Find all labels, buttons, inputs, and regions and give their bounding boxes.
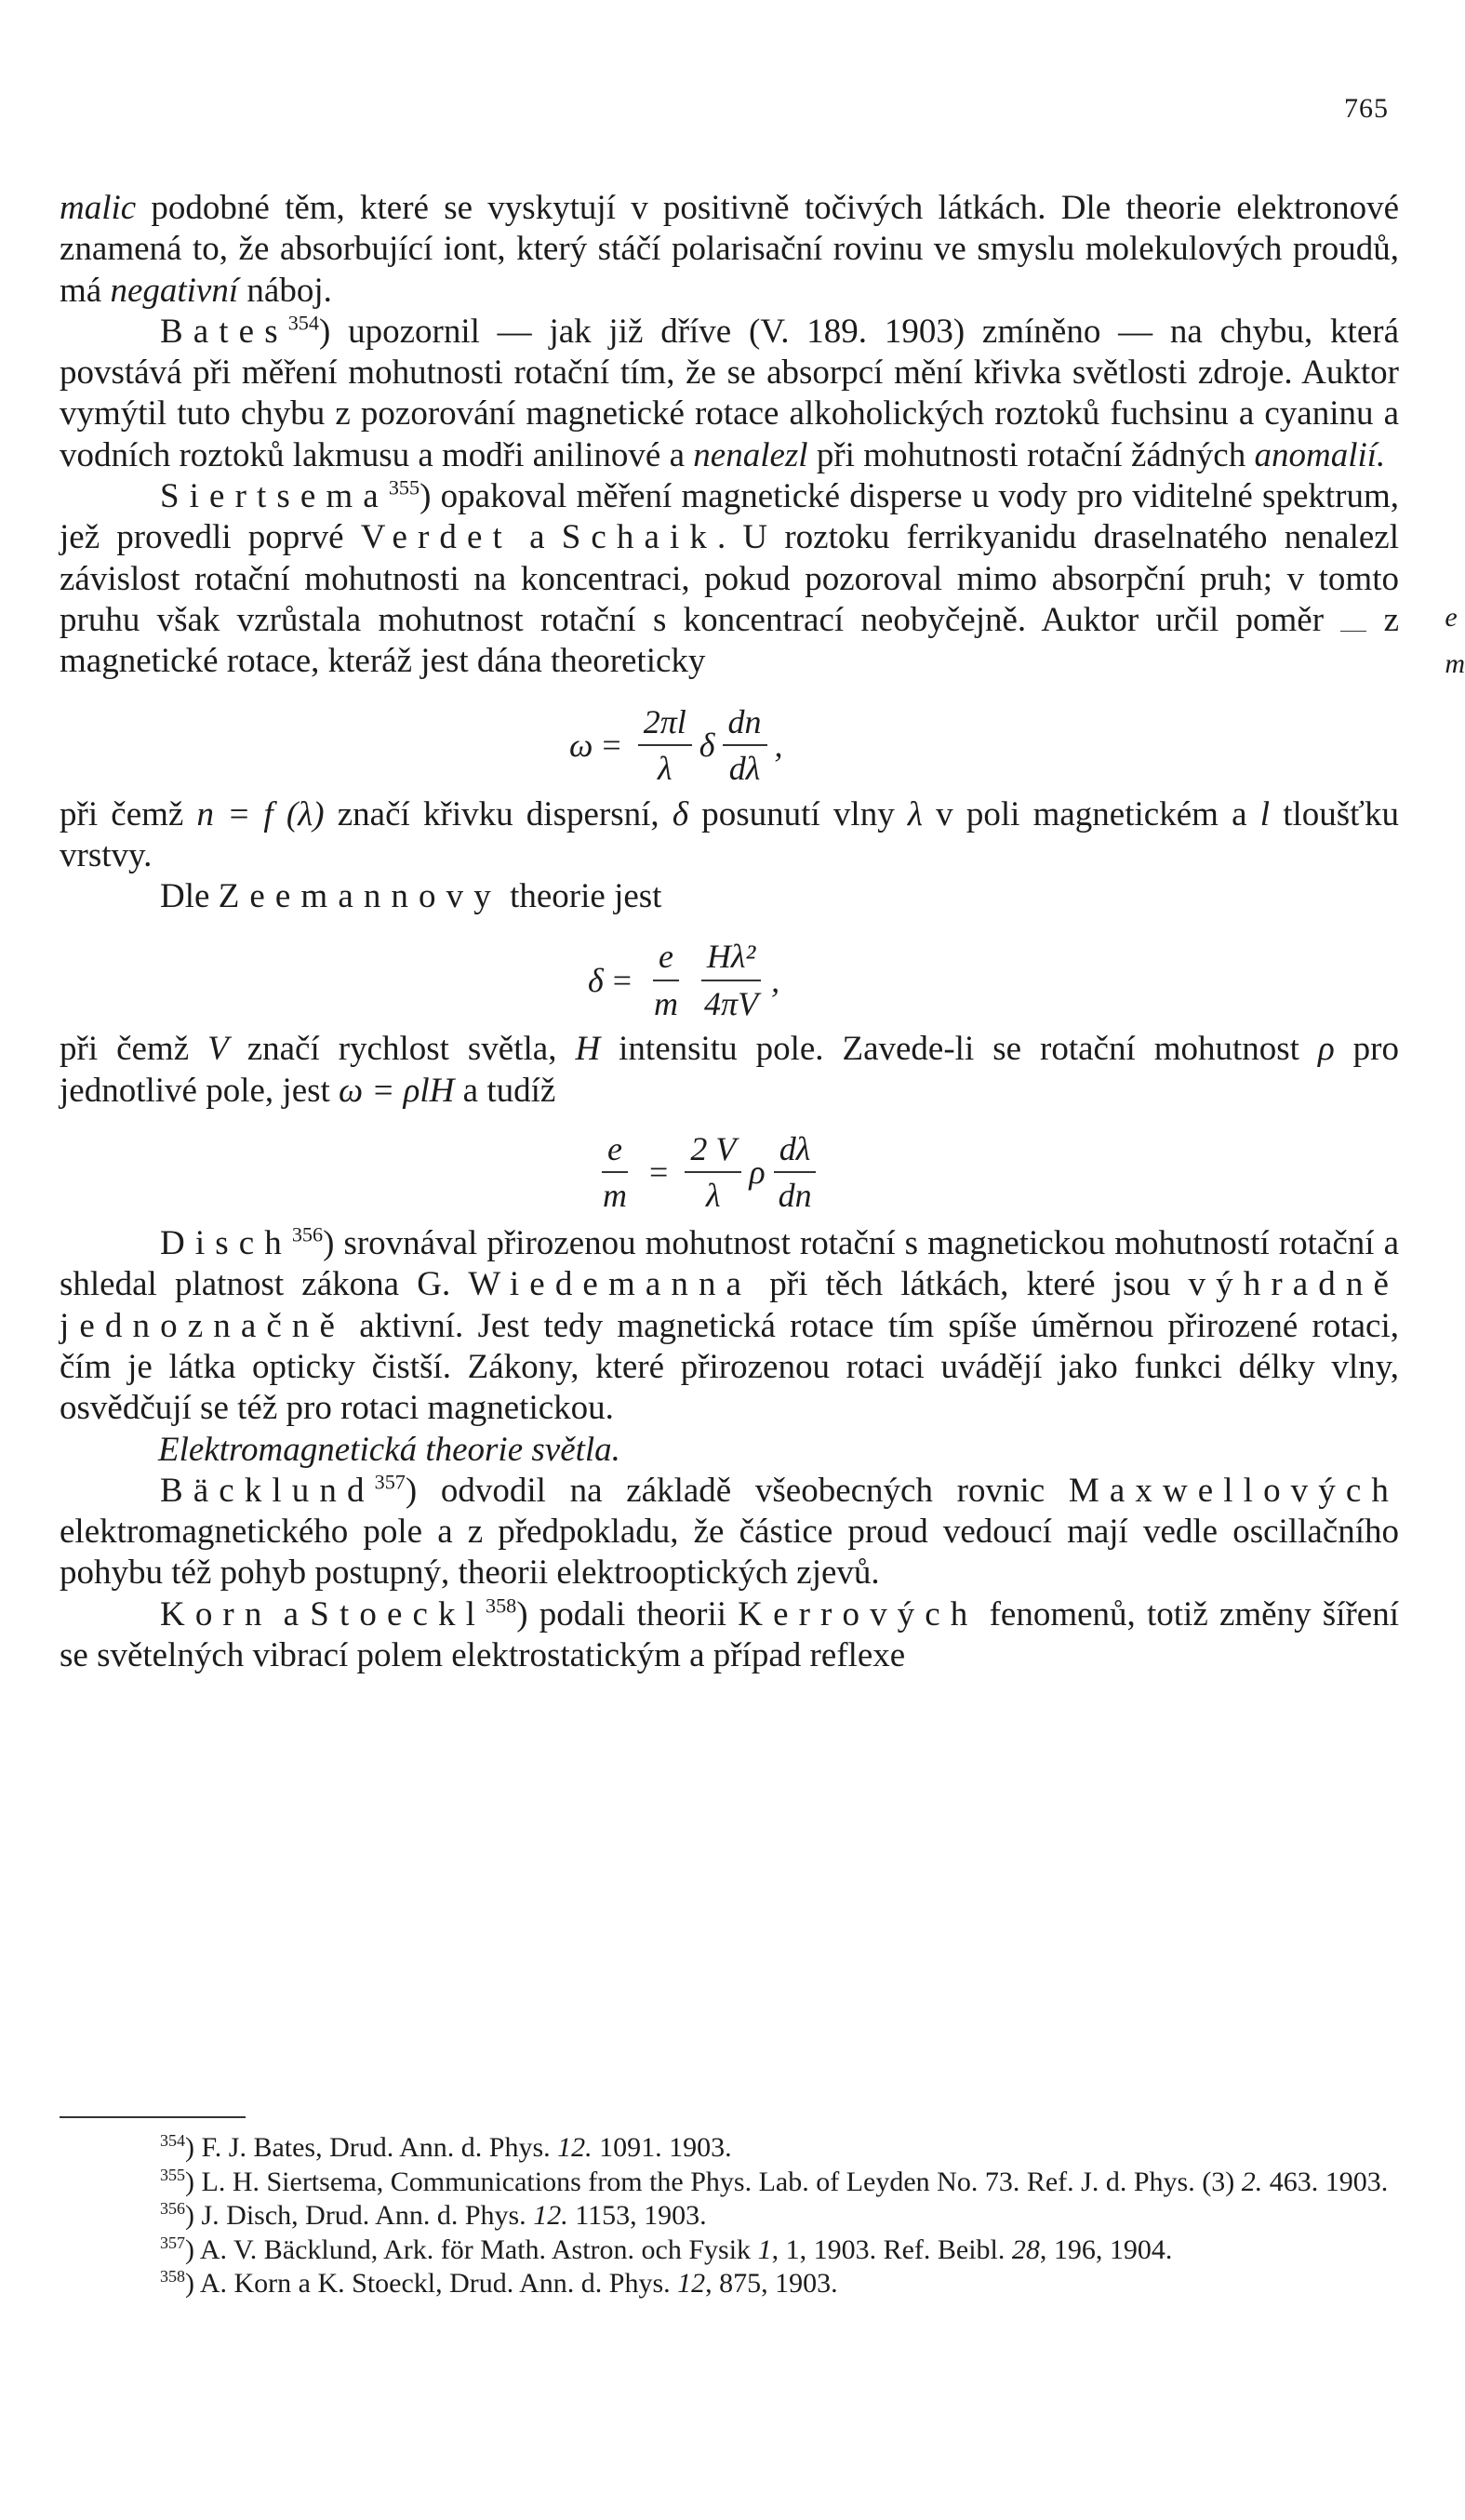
paragraph-backlund: Bäcklund$^{357}$) odvodil na základě všeobecných rovnic Maxwellových elektromagnetického pole a z předpokladu, že částice proud vedoucí mají vedle oscillačního pohybu též pohyb postupný, theorii elektrooptických zjevů. xyxy=(60,1470,1399,1593)
footnote-ref: 358 xyxy=(485,1593,517,1618)
footnote-ref: 356 xyxy=(291,1222,324,1247)
footnote-divider xyxy=(60,2116,246,2118)
paragraph-4: při čemž n = f (λ) značí křivku dispersní, δ posunutí vlny λ v poli magnetickém a l tloušťku vrstvy. xyxy=(60,794,1399,874)
author-name: Korn xyxy=(160,1594,273,1633)
paragraph-disch: Disch$^{356}$) srovnával přirozenou mohutnost rotační s magnetickou mohutností rotační a shledal platnost zákona G. Wiedemanna při těch látkách, které jsou výhradně jednoznačně aktivní. Jest tedy magnetická rotace tím spíše úměrnou přirozené rotaci, čím je látka opticky čistší. Zákony, které přirozenou rotaci uvádějí jako funkci délky vlny, osvědčují se též pro rotaci magnetickou. xyxy=(60,1222,1400,1428)
page-number: 765 xyxy=(1344,93,1389,124)
author-name: Siertsema xyxy=(160,477,389,516)
footnote: $^{358}$) A. Korn a K. Stoeckl, Drud. Ann. d. Phys. 12, 875, 1903. xyxy=(160,2267,838,2300)
formula-e-over-m: $\frac{e}{m}$ = $\frac{2 V}{\lambda}$ ρ $\frac{d\lambda}{dn}$ xyxy=(60,1112,1399,1223)
author-name: Disch xyxy=(160,1224,292,1263)
footnote-ref: 355 xyxy=(388,475,420,500)
paragraph-1: malic podobné těm, které se vyskytují v positivně točivých látkách. Dle theorie elektronové znamená to, že absorbující iont, který stáčí polarisační rovinu ve smyslu molekulových proudů, má negativní náboj. xyxy=(60,189,1399,310)
paragraph-siertsema: Siertsema$^{355}$) opakoval měření magnetické disperse u vody pro viditelné spektrum, jež provedli poprvé Verdet a Schaik. U roztoku ferrikyanidu draselnatého nenalezl závislost rotační mohutnosti na koncentraci, pokud pozoroval mimo absorpční pruh; v tomto pruhu však vzrůstala mohutnost rotační s koncentrací neobyčejně. Auktor určil poměr $\frac{e}{m}$ z magnetické rotace, kteráž jest dána theoreticky xyxy=(60,475,1465,681)
paragraph-korn: Korn a Stoeckl$^{358}$) podali theorii Kerrových fenomenů, totiž změny šíření se světelných vibrací polem elektrostatickým a případ reflexe xyxy=(60,1593,1399,1675)
footnote-ref: 354 xyxy=(287,311,319,335)
formula-omega: ω = $\frac{2\pi l}{\lambda}$ δ $\frac{dn}{d\lambda}$ , xyxy=(569,702,783,787)
paragraph-zeemann: Dle Zeemannovy theorie jest xyxy=(160,877,662,916)
footnote: $^{356}$) J. Disch, Drud. Ann. d. Phys. 12. 1153, 1903. xyxy=(160,2199,707,2232)
section-heading: Elektromagnetická theorie světla. xyxy=(158,1430,620,1469)
footnote-ref: 357 xyxy=(374,1470,406,1494)
author-name: Bäcklund xyxy=(160,1471,375,1510)
author-name: Bates xyxy=(160,312,288,351)
formula-delta: δ = $\frac{e}{m}$ $\frac{\text{Hλ²}}{4\pi V}$ , xyxy=(588,938,780,1022)
footnote: $^{354}$) F. J. Bates, Drud. Ann. d. Phys. 12. 1091. 1903. xyxy=(160,2131,732,2163)
footnote: $^{357}$) A. V. Bäcklund, Ark. för Math. Astron. och Fysik 1, 1, 1903. Ref. Beibl. 28, 196, 1904. xyxy=(160,2233,1173,2265)
paragraph-6: při čemž V značí rychlost světla, H intensitu pole. Zavede-li se rotační mohutnost ρ pro jednotlivé pole, jest ω = ρlH a tudíž xyxy=(60,1030,1400,1110)
main-text xyxy=(60,188,1465,1676)
paragraph-bates: Bates$^{354}$) upozornil — jak již dříve (V. 189. 1903) zmíněno — na chybu, která povstává při měření mohutnosti rotační tím, že se absorpcí mění křivka světlosti zdroje. Auktor vymýtil tuto chybu z pozorování magnetické rotace alkoholických roztoků fuchsinu a cyaninu a vodních roztoků lakmusu a modři anilinové a nenalezl při mohutnosti rotační žádných anomalií. xyxy=(60,311,1399,474)
continuation-word: malic xyxy=(60,189,137,227)
footnote: $^{355}$) L. H. Siertsema, Communications from the Phys. Lab. of Leyden No. 73. Ref. J. d. Phys. (3) 2. 463. 1903. xyxy=(160,2165,1389,2197)
footnotes xyxy=(60,2131,1399,2301)
